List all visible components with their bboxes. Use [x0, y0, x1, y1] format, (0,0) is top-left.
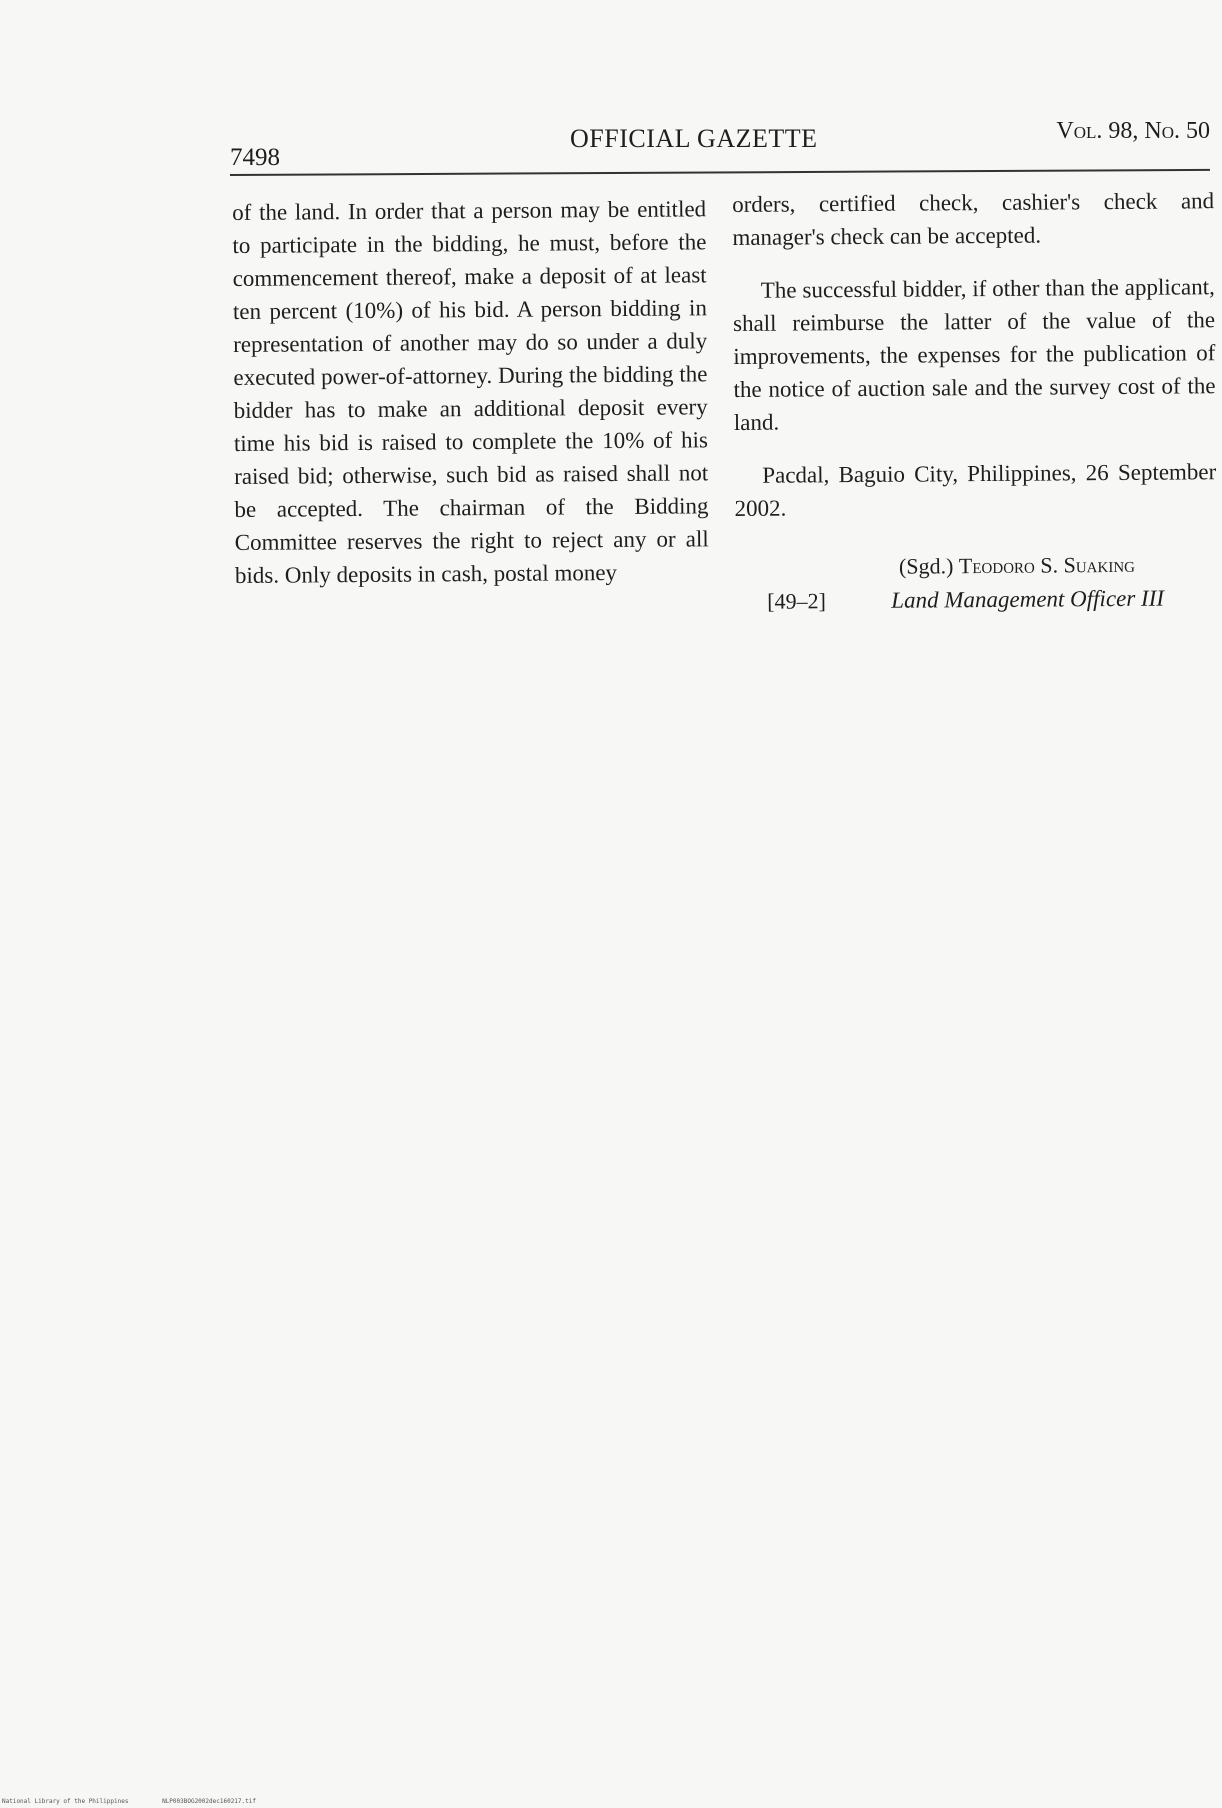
- publication-title: OFFICIAL GAZETTE: [570, 124, 818, 153]
- sgd-mark: (Sgd.): [898, 553, 954, 579]
- footer-credit: [2, 1798, 256, 1805]
- page-header: [230, 118, 1210, 178]
- right-column: [732, 184, 1217, 621]
- notice-reference-code: [49–2]: [767, 588, 826, 614]
- signature-block: [735, 547, 1218, 621]
- scan-filename: NLP003BOG2002dec160217.tif: [162, 1798, 256, 1805]
- paragraph-acceptable-payments: orders, certified check, cashier's check and manager's check can be accepted.: [732, 188, 1215, 250]
- signatory-name: Teodoro S. Suaking: [958, 551, 1136, 579]
- volume-number: Vol. 98, No. 50: [1056, 118, 1210, 144]
- signatory-line: [899, 548, 1135, 583]
- signatory-title: Land Management Officer III: [891, 585, 1165, 613]
- library-credit: National Library of the Philippines: [2, 1798, 129, 1805]
- header-rule: [230, 169, 1210, 176]
- page-number: 7498: [230, 144, 280, 171]
- left-column-text: of the land. In order that a person may be entitled to participate in the bidding, he must, before the commencement thereof, make a deposit of at least ten percent (10%) of his bid. A person bidding in representation of another may do so under a duly executed power-of-attorney. During the bidding the bidder has to make an additional deposit every time his bid is raised to complete the 10% of his raised bid; otherwise, such bid as raised shall not be accepted. The chairman of the Bidding Committee reserves the right to reject any or all bids. Only deposits in cash, postal money: [232, 196, 709, 588]
- paragraph-place-date: Pacdal, Baguio City, Philippines, 26 September 2002.: [734, 459, 1217, 521]
- paragraph-reimbursement: The successful bidder, if other than the applicant, shall reimburse the latter of the value of the improvements, the expenses for the publication of the notice of auction sale and the survey cost of the land.: [732, 274, 1216, 435]
- left-column: [232, 192, 709, 592]
